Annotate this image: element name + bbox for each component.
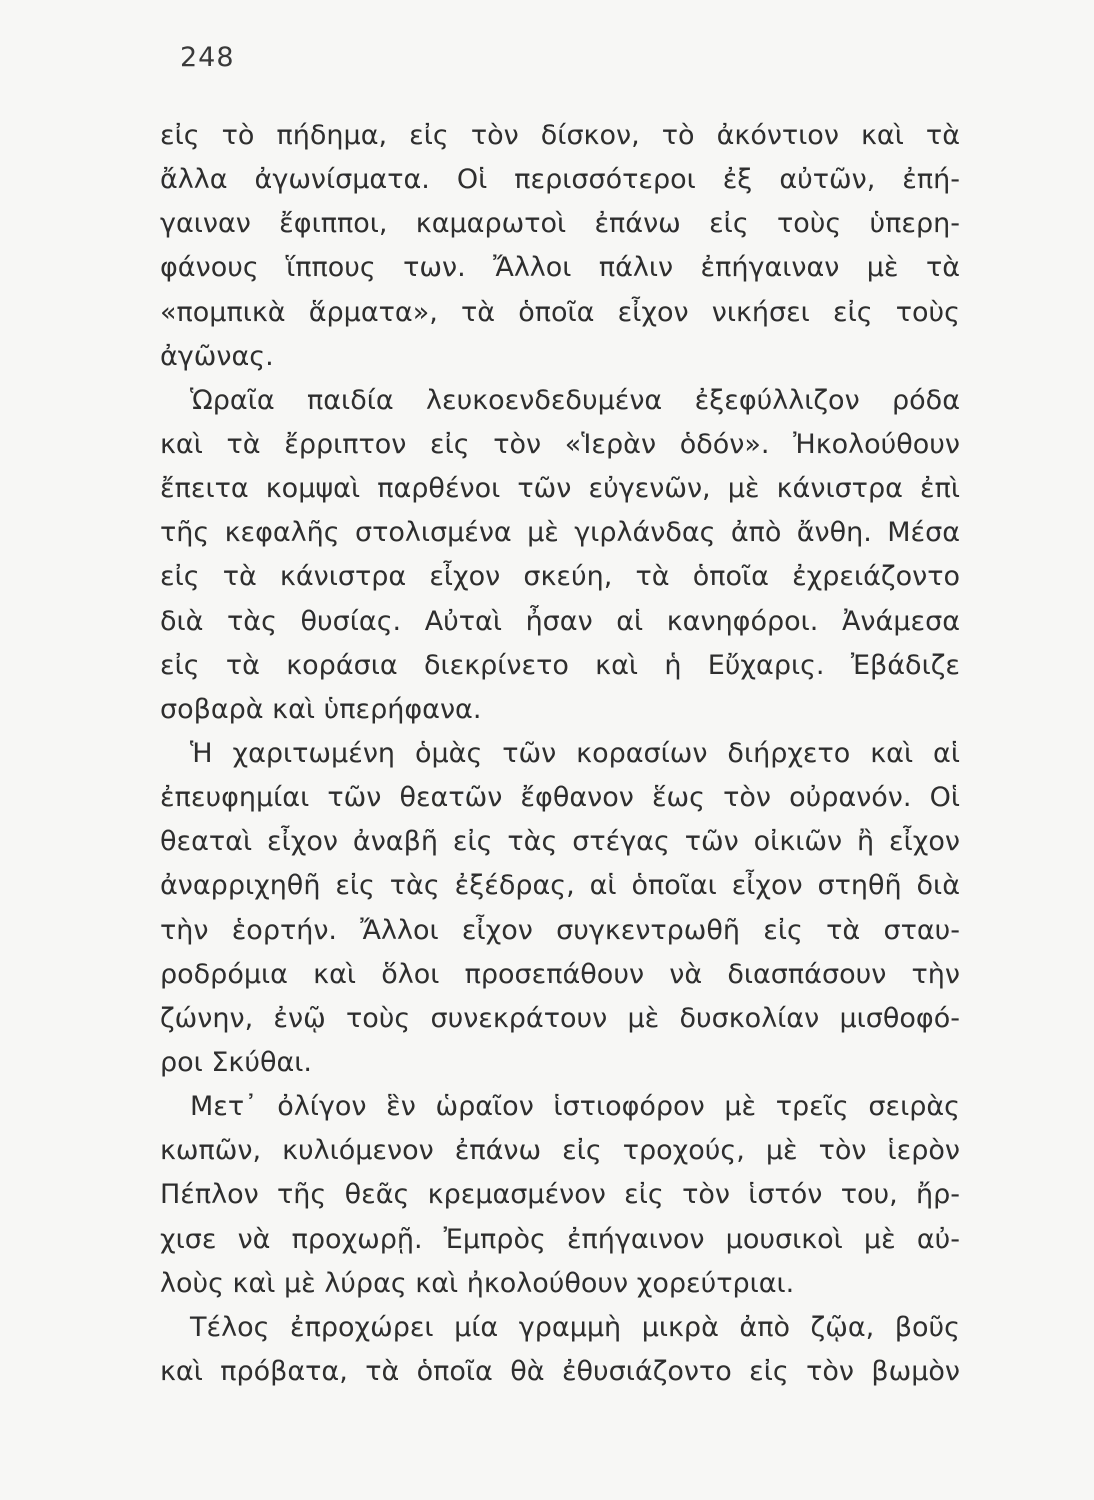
- text-line: καὶ τὰ ἔρριπτον εἰς τὸν «Ἱερὰν ὁδόν». Ἠκολούθουν: [160, 428, 960, 460]
- text-line: ἔπειτα κομψαὶ παρθένοι τῶν εὐγενῶν, μὲ κάνιστρα ἐπὶ: [160, 473, 960, 505]
- text-line: ἐπευφημίαι τῶν θεατῶν ἔφθανον ἕως τὸν οὐρανόν. Οἱ: [160, 782, 960, 814]
- text-line: γαιναν ἔφιπποι, καμαρωτοὶ ἐπάνω εἰς τοὺς ὑπερη-: [160, 208, 960, 240]
- text-line: διὰ τὰς θυσίας. Αὐταὶ ἦσαν αἱ κανηφόροι. Ἀνάμεσα: [160, 605, 960, 637]
- text-line: τὴν ἑορτήν. Ἄλλοι εἶχον συγκεντρωθῆ εἰς τὰ σταυ-: [160, 914, 960, 946]
- text-line: Τέλος ἐπροχώρει μία γραμμὴ μικρὰ ἀπὸ ζῷα, βοῦς: [190, 1311, 960, 1343]
- text-line: Ἡ χαριτωμένη ὁμὰς τῶν κορασίων διήρχετο καὶ αἱ: [190, 737, 960, 769]
- text-line: Μετ᾽ ὀλίγον ἓν ὡραῖον ἱστιοφόρον μὲ τρεῖς σειρὰς: [190, 1091, 960, 1123]
- text-line: εἰς τὰ κάνιστρα εἶχον σκεύη, τὰ ὁποῖα ἐχρειάζοντο: [160, 561, 960, 593]
- text-line: λοὺς καὶ μὲ λύρας καὶ ἠκολούθουν χορεύτριαι.: [160, 1267, 795, 1299]
- text-line: ροι Σκύθαι.: [160, 1046, 313, 1078]
- page-number: 248: [180, 42, 235, 73]
- text-line: Πέπλον τῆς θεᾶς κρεμασμένον εἰς τὸν ἱστόν του, ἤρ-: [160, 1179, 960, 1211]
- text-line: εἰς τὸ πήδημα, εἰς τὸν δίσκον, τὸ ἀκόντιον καὶ τὰ: [160, 120, 960, 151]
- text-line: ἀναρριχηθῆ εἰς τὰς ἐξέδρας, αἱ ὁποῖαι εἶχον στηθῆ διὰ: [160, 870, 960, 902]
- text-line: φάνους ἵππους των. Ἄλλοι πάλιν ἐπήγαιναν μὲ τὰ: [160, 252, 960, 284]
- text-line: Ὡραῖα παιδία λευκοενδεδυμένα ἐξεφύλλιζον ρόδα: [190, 384, 960, 416]
- text-line: θεαταὶ εἶχον ἀναβῆ εἰς τὰς στέγας τῶν οἰκιῶν ἢ εἶχον: [160, 826, 960, 858]
- text-line: ζώνην, ἐνῷ τοὺς συνεκράτουν μὲ δυσκολίαν μισθοφό-: [160, 1002, 960, 1034]
- text-line: ροδρόμια καὶ ὅλοι προσεπάθουν νὰ διασπάσουν τὴν: [160, 958, 960, 990]
- text-line: ἀγῶνας.: [160, 340, 274, 372]
- text-line: τῆς κεφαλῆς στολισμένα μὲ γιρλάνδας ἀπὸ ἄνθη. Μέσα: [160, 517, 960, 549]
- text-line: εἰς τὰ κοράσια διεκρίνετο καὶ ἡ Εὔχαρις. Ἐβάδιζε: [160, 649, 960, 681]
- text-line: «πομπικὰ ἅρματα», τὰ ὁποῖα εἶχον νικήσει εἰς τοὺς: [160, 296, 960, 328]
- text-line: κωπῶν, κυλιόμενον ἐπάνω εἰς τροχούς, μὲ τὸν ἱερὸν: [160, 1135, 960, 1167]
- text-line: καὶ πρόβατα, τὰ ὁποῖα θὰ ἐθυσιάζοντο εἰς τὸν βωμὸν: [160, 1355, 960, 1387]
- text-line: σοβαρὰ καὶ ὑπερήφανα.: [160, 693, 482, 725]
- body-text: [160, 114, 960, 1394]
- text-line: χισε νὰ προχωρῇ. Ἐμπρὸς ἐπήγαινον μουσικοὶ μὲ αὐ-: [160, 1223, 960, 1255]
- text-line: ἄλλα ἀγωνίσματα. Οἱ περισσότεροι ἐξ αὐτῶν, ἐπή-: [160, 164, 960, 196]
